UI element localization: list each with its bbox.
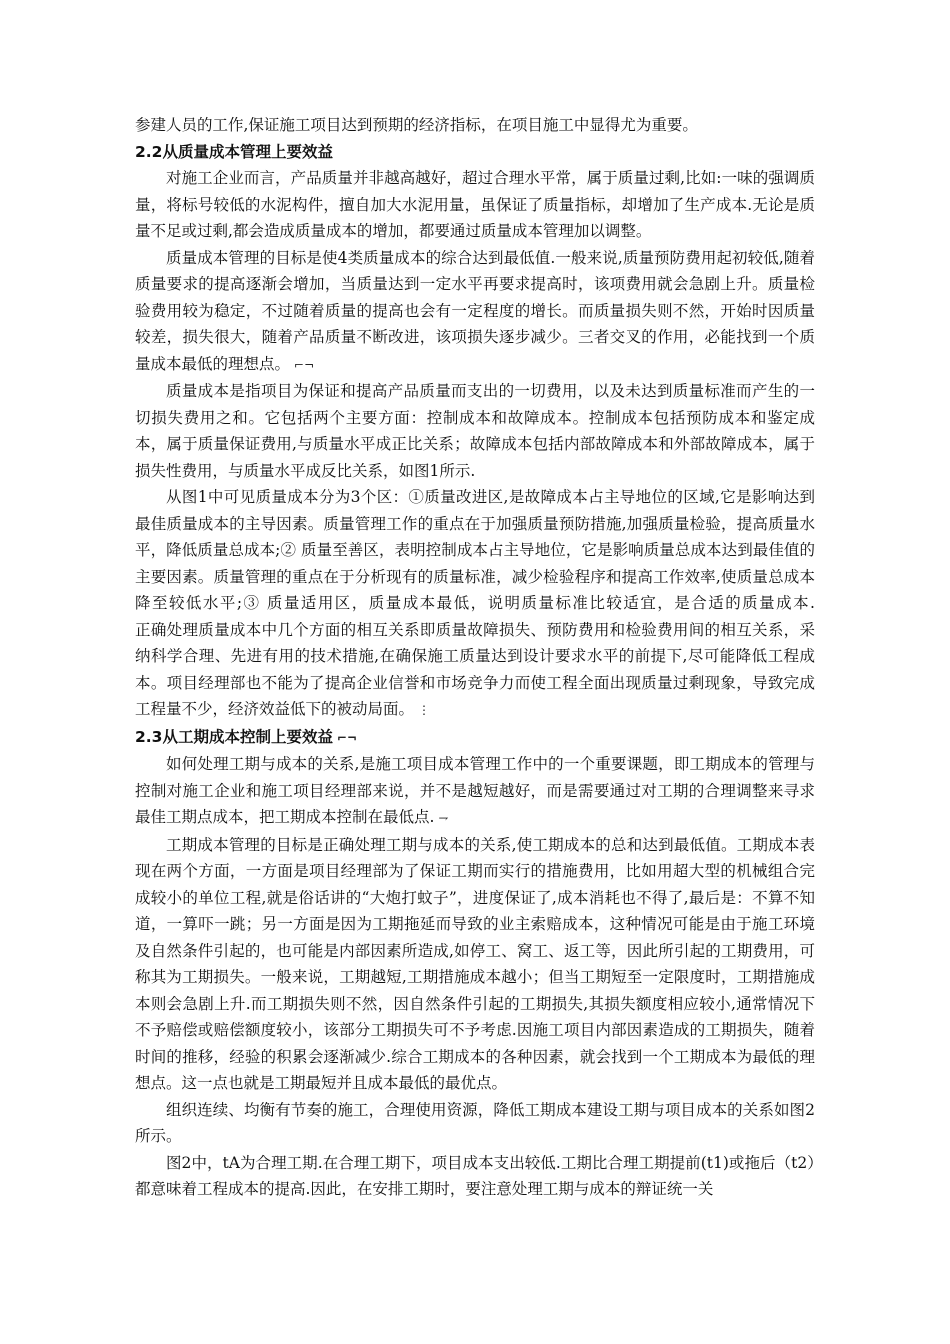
paragraph: 质量成本是指项目为保证和提高产品质量而支出的一切费用，以及未达到质量标准而产生的一切损失费用之和。它包括两个主要方面：控制成本和故障成本。控制成本包括预防成本和鉴定成本，属于质量保证费用,与质量水平成正比关系；故障成本包括内部故障成本和外部故障成本，属于损失性费用，与质量水平成反比关系，如图1所示. <box>135 382 815 480</box>
heading-text: 2.3从工期成本控制上要效益 <box>135 727 333 746</box>
paragraph <box>135 751 815 832</box>
section-heading-2-3 <box>135 724 815 752</box>
paragraph: 图2中，tA为合理工期.在合理工期下，项目成本支出较低.工期比合理工期提前(t1)或拖后（t2）都意味着工程成本的提高.因此，在安排工期时，要注意处理工期与成本的辩证统一关 <box>135 1153 815 1198</box>
edit-mark-icon: ⌐¬ <box>336 730 358 745</box>
section-heading-2-2: 2.2从质量成本管理上要效益 <box>135 142 333 161</box>
edit-mark-icon: ⌐¬ <box>294 357 315 372</box>
edit-mark-icon: ⇁ <box>438 811 449 825</box>
paragraph-text: 从图1中可见质量成本分为3个区：①质量改进区,是故障成本占主导地位的区域,它是影响达到最佳质量成本的主导因素。质量管理工作的重点在于加强质量预防措施,加强质量检验，提高质量水平，降低质量总成本;② 质量至善区，表明控制成本占主导地位，它是影响质量总成本达到最佳值的主要因素。质量管理的重点在于分析现有的质量标准，减少检验程序和提高工作效率,使质量总成本降至较低水平;③ 质量适用区，质量成本最低，说明质量标准比较适宜，是合适的质量成本. 正确处理质量成本中几个方面的相互关系即质量故障损失、预防费用和检验费用间的相互关系，采纳科学合理、先进有用的技术措施,在确保施工质量达到设计要求水平的前提下,尽可能降低工程成本。项目经理部也不能为了提高企业信誉和市场竞争力而使工程全面出现质量过剩现象，导致完成工程量不少，经济效益低下的被动局面。 <box>135 488 862 718</box>
paragraph-continuation: 参建人员的工作,保证施工项目达到预期的经济指标，在项目施工中显得尤为重要。 <box>135 116 698 134</box>
paragraph: 工期成本管理的目标是正确处理工期与成本的关系,使工期成本的总和达到最低值。工期成本表现在两个方面，一方面是项目经理部为了保证工期而实行的措施费用，比如用超大型的机械组合完成较小的单位工程,就是俗话讲的“大炮打蚊子”，进度保证了,成本消耗也不得了,最后是：不算不知道，一算吓一跳；另一方面是因为工期拖延而导致的业主索赔成本，这种情况可能是由于施工环境及自然条件引起的，也可能是内部因素所造成,如停工、窝工、返工等，因此所引起的工期费用，可称其为工期损失。一般来说，工期越短,工期措施成本越小；但当工期短至一定限度时，工期措施成本则会急剧上升.而工期损失则不然，因自然条件引起的工期损失,其损失额度相应较小,通常情况下不予赔偿或赔偿额度较小，该部分工期损失可不予考虑.因施工项目内部因素造成的工期损失，随着时间的推移，经验的积累会逐渐减少.综合工期成本的各种因素，就会找到一个工期成本为最低的理想点。这一点也就是工期最短并且成本最低的最优点。 <box>135 835 815 1092</box>
paragraph: 对施工企业而言，产品质量并非越高越好，超过合理水平常，属于质量过剩,比如:一味的强调质量，将标号较低的水泥构件，擅自加大水泥用量，虽保证了质量指标，却增加了生产成本.无论是质量不足或过剩,都会造成质量成本的增加，都要通过质量成本管理加以调整。 <box>135 169 815 240</box>
paragraph <box>135 484 862 724</box>
edit-mark-icon: ⋮ <box>418 703 431 717</box>
document-page <box>135 112 862 1203</box>
paragraph: 组织连续、均衡有节奏的施工，合理使用资源，降低工期成本建设工期与项目成本的关系如图2所示。 <box>135 1100 815 1145</box>
paragraph-text: 如何处理工期与成本的关系,是施工项目成本管理工作中的一个重要课题，即工期成本的管理与控制对施工企业和施工项目经理部来说，并不是越短越好，而是需要通过对工期的合理调整来寻求最佳工期点成本，把工期成本控制在最低点. <box>135 755 815 826</box>
paragraph <box>135 245 815 379</box>
paragraph-text: 质量成本管理的目标是使4类质量成本的综合达到最低值.一般来说,质量预防费用起初较低,随着质量要求的提高逐渐会增加，当质量达到一定水平再要求提高时，该项费用就会急剧上升。质量检验费用较为稳定，不过随着质量的提高也会有一定程度的增长。而质量损失则不然，开始时因质量较差，损失很大，随着产品质量不断改进，该项损失逐步减少。三者交叉的作用，必能找到一个质量成本最低的理想点。 <box>135 248 815 373</box>
